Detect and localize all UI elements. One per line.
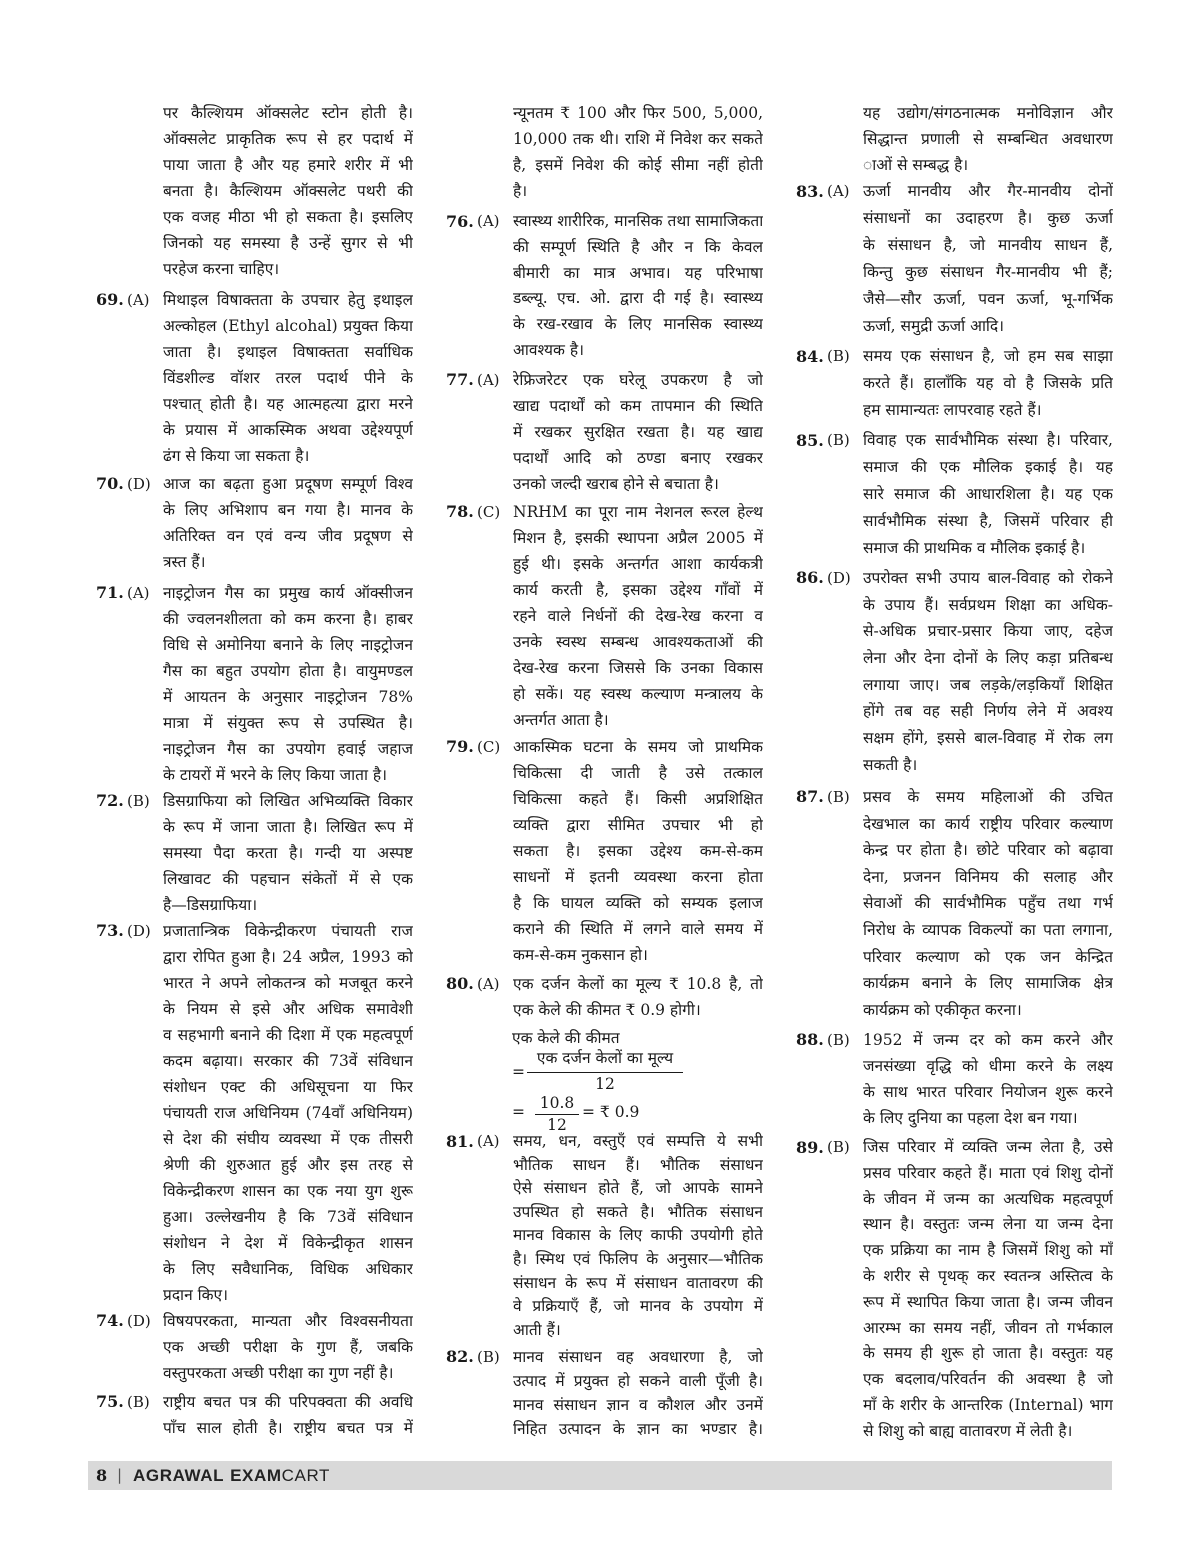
text-line: विधि से अमोनिया बनाने के लिए नाइट्रोजन	[163, 636, 413, 654]
answer-option: (D)	[127, 1312, 151, 1330]
text-line: NRHM का पूरा नाम नेशनल रूरल हेल्थ	[513, 503, 763, 521]
text-line: लिखावट की पहचान संकेतों में से एक	[163, 870, 413, 888]
text-line: मानव विकास के लिए काफी उपयोगी होते	[513, 1226, 763, 1245]
question-number: 83.	[796, 182, 824, 201]
text-line: न्यूनतम ₹ 100 और फिर 500, 5,000,	[513, 104, 763, 122]
text-line: परहेज करना चाहिए।	[163, 260, 280, 278]
text-line: खाद्य पदार्थों को कम तापमान की स्थिति	[513, 397, 763, 415]
text-line: 1952 में जन्म दर को कम करने और	[863, 1031, 1113, 1049]
answer-option: (C)	[477, 738, 501, 756]
calculation-result: = ₹ 0.9	[582, 1103, 640, 1121]
text-line: चिकित्सा कहते हैं। किसी अप्रशिक्षित	[513, 790, 763, 808]
text-line: के साथ भारत परिवार नियोजन शुरू करने	[863, 1083, 1113, 1101]
text-line: श्रेणी की शुरुआत हुई और इस तरह से	[163, 1156, 413, 1174]
answer-option: (C)	[477, 503, 501, 521]
question-number: 71.	[96, 583, 124, 602]
answer-option: (B)	[827, 788, 850, 806]
question-number: 87.	[796, 787, 824, 806]
answer-explanation	[863, 343, 1113, 424]
text-line: कार्यक्रम बनाने के लिए सामाजिक क्षेत्र	[863, 974, 1113, 993]
answer-option: (D)	[127, 922, 151, 940]
answer-option: (D)	[127, 475, 151, 493]
text-line: पाया जाता है और यह हमारे शरीर में भी	[163, 156, 413, 174]
text-line: विंडशील्ड वॉशर तरल पदार्थ पीने के	[163, 369, 413, 387]
text-line: एक केले की कीमत ₹ 0.9 होगी।	[513, 1001, 701, 1019]
text-line: यह उद्योग/संगठनात्मक मनोविज्ञान और	[863, 104, 1113, 122]
text-line: निरोध के व्यापक विकल्पों का पता लगाना,	[863, 920, 1113, 939]
text-line: सारे समाज की आधारशिला है। यह एक	[863, 485, 1113, 503]
text-line: कार्यक्रम को एकीकृत करना।	[863, 1000, 1022, 1019]
answer-explanation	[163, 471, 413, 575]
text-line: संसाधन के रूप में संसाधन वातावरण की	[513, 1273, 763, 1292]
answer-option: (A)	[477, 212, 500, 230]
text-line: एक अच्छी परीक्षा के गुण हैं, जबकि	[163, 1338, 413, 1356]
text-line: से-अधिक प्रचार-प्रसार किया जाए, दहेज	[863, 622, 1113, 641]
text-line: से देश की संघीय व्यवस्था में एक तीसरी	[163, 1130, 413, 1148]
text-line: जैसे—सौर ऊर्जा, पवन ऊर्जा, भू-गर्भिक	[863, 290, 1113, 308]
answer-explanation	[863, 784, 1113, 1023]
text-line: के रख-रखाव के लिए मानसिक स्वास्थ्य	[513, 315, 763, 334]
equals-sign: =	[512, 1063, 525, 1081]
text-line: संशोधन एक्ट की अधिसूचना या फिर	[163, 1078, 413, 1096]
text-line: मात्रा में संयुक्त रूप से उपस्थित है।	[163, 714, 413, 732]
text-line: अल्कोहल (Ethyl alcohal) प्रयुक्त किया	[163, 317, 413, 335]
answer-option: (A)	[477, 371, 500, 389]
answer-explanation	[513, 1345, 763, 1441]
text-line: बनता है। कैल्शियम ऑक्सलेट पथरी की	[163, 182, 413, 200]
question-number: 84.	[796, 347, 824, 366]
text-line: व्यक्ति द्वारा सीमित उपचार भी हो	[513, 816, 763, 834]
text-line: के संसाधन है, जो मानवीय साधन हैं,	[863, 236, 1113, 254]
answer-option: (A)	[127, 584, 150, 602]
text-line: उनके स्वस्थ सम्बन्ध आवश्यकताओं की	[513, 633, 763, 651]
text-line: के शरीर से पृथक् कर स्वतन्त्र अस्तित्व के	[863, 1266, 1113, 1285]
question-number: 86.	[796, 568, 824, 587]
text-line: समाज की प्राथमिक व मौलिक इकाई है।	[863, 539, 1086, 557]
text-line: पंचायती राज अधिनियम (74वाँ अधिनियम)	[163, 1104, 413, 1122]
question-number: 89.	[796, 1138, 824, 1157]
text-line: गैस का बहुत उपयोग होता है। वायुमण्डल	[163, 662, 413, 680]
text-line: संशोधन ने देश में विकेन्द्रीकृत शासन	[163, 1234, 413, 1252]
text-line: प्रजातान्त्रिक विकेन्द्रीकरण पंचायती राज	[163, 922, 413, 940]
answer-option: (A)	[477, 1132, 500, 1150]
question-number: 76.	[446, 212, 474, 231]
text-line: हो सकें। यह स्वस्थ कल्याण मन्त्रालय के	[513, 685, 763, 703]
answer-explanation	[513, 209, 763, 364]
text-line: डिसग्राफिया को लिखित अभिव्यक्ति विकार	[163, 792, 413, 810]
text-line: अतिरिक्त वन एवं वन्य जीव प्रदूषण से	[163, 527, 413, 545]
text-line: है कि घायल व्यक्ति को सम्यक इलाज	[513, 894, 763, 912]
question-number: 80.	[446, 974, 474, 993]
text-line: आकस्मिक घटना के समय जो प्राथमिक	[513, 738, 763, 756]
text-line: के लिए दुनिया का पहला देश बन गया।	[863, 1109, 1078, 1127]
brand-exam: EXAM	[230, 1466, 282, 1485]
text-line: है, इसमें निवेश की कोई सीमा नहीं होती	[513, 156, 763, 174]
text-line: एक बदलाव/परिवर्तन की अवस्था है जो	[863, 1370, 1113, 1389]
brand-logo	[133, 1461, 330, 1490]
answer-explanation	[863, 100, 1113, 178]
column-2	[438, 0, 778, 1458]
text-line: के टायरों में भरने के लिए किया जाता है।	[163, 766, 387, 784]
text-line: एक वजह मीठा भी हो सकता है। इसलिए	[163, 208, 413, 226]
text-line: मानव संसाधन ज्ञान व कौशल और उनमें	[513, 1396, 763, 1414]
text-line: रहने वाले निर्धनों की देख-रेख करना व	[513, 607, 763, 625]
answer-explanation	[513, 971, 763, 1023]
text-line: मिथाइल विषाक्तता के उपचार हेतु इथाइल	[163, 291, 413, 309]
text-line: किन्तु कुछ संसाधन गैर-मानवीय भी हैं;	[863, 263, 1113, 281]
text-line: आज का बढ़ता हुआ प्रदूषण सम्पूर्ण विश्व	[163, 475, 413, 493]
answer-explanation	[863, 1135, 1113, 1445]
text-line: के समय ही शुरू हो जाता है। वस्तुतः यह	[863, 1344, 1113, 1363]
question-number: 75.	[96, 1392, 124, 1411]
text-line: सकती है।	[863, 755, 918, 774]
text-line: विवाह एक सार्वभौमिक संस्था है। परिवार,	[863, 431, 1113, 449]
answer-explanation	[863, 427, 1113, 562]
text-line: स्थान है। वस्तुतः जन्म लेना या जन्म देना	[863, 1215, 1113, 1234]
fraction-denominator: 12	[547, 1116, 567, 1134]
text-line: के जीवन में जन्म का अत्यधिक महत्वपूर्ण	[863, 1189, 1113, 1208]
text-line: सार्वभौमिक संस्था है, जिसमें परिवार ही	[863, 512, 1113, 530]
answer-option: (B)	[827, 1031, 850, 1049]
text-line: भौतिक साधन हैं। भौतिक संसाधन	[513, 1155, 763, 1174]
answer-option: (B)	[827, 1138, 850, 1156]
answer-explanation	[163, 918, 413, 1308]
text-line: की ज्वलनशीलता को कम करना है। हाबर	[163, 610, 413, 628]
text-line: डब्ल्यू. एच. ओ. द्वारा दी गई है। स्वास्थ्य	[513, 289, 763, 308]
text-line: रूप में स्थापित किया जाता है। जन्म जीवन	[863, 1292, 1113, 1311]
text-line: द्वारा रोपित हुआ है। 24 अप्रैल, 1993 को	[163, 948, 413, 966]
text-line: पश्चात् होती है। यह आत्महत्या द्वारा मरने	[163, 395, 413, 413]
fraction-numerator: 10.8	[539, 1094, 575, 1112]
text-line: लगाया जाए। जब लड़के/लड़कियाँ शिक्षित	[863, 675, 1113, 694]
column-1	[88, 0, 428, 1458]
answer-explanation	[513, 734, 763, 968]
text-line: एक प्रक्रिया का नाम है जिसमें शिशु को माँ	[863, 1241, 1113, 1260]
text-line: माँ के शरीर के आन्तरिक (Internal) भाग	[863, 1395, 1113, 1414]
text-line: आवश्यक है।	[513, 340, 584, 359]
fraction-denominator: 12	[595, 1075, 615, 1093]
answer-option: (A)	[127, 291, 150, 309]
text-line: उत्पाद में प्रयुक्त हो सकने वाली पूँजी है।	[513, 1372, 763, 1390]
brand-name: AGRAWAL	[133, 1466, 225, 1485]
text-line: विकेन्द्रीकरण शासन का एक नया युग शुरू	[163, 1182, 413, 1200]
text-line: मानव संसाधन वह अवधारणा है, जो	[513, 1348, 763, 1366]
text-line: व सहभागी बनाने की दिशा में एक महत्वपूर्ण	[163, 1026, 413, 1044]
text-line: उपरोक्त सभी उपाय बाल-विवाह को रोकने	[863, 569, 1113, 587]
question-number: 70.	[96, 474, 124, 493]
answer-option: (B)	[477, 1348, 500, 1366]
answer-explanation	[863, 565, 1113, 779]
answer-explanation	[513, 367, 763, 497]
text-line: पर कैल्शियम ऑक्सलेट स्टोन होती है।	[163, 104, 413, 122]
text-line: रेफ्रिजरेटर एक घरेलू उपकरण है जो	[513, 371, 763, 389]
text-line: है। स्मिथ एवं फिलिप के अनुसार—भौतिक	[513, 1249, 763, 1268]
answer-explanation	[163, 100, 413, 282]
text-line: ढंग से किया जा सकता है।	[163, 447, 310, 465]
text-line: करते हैं। हालाँकि यह वो है जिसके प्रति	[863, 374, 1113, 392]
text-line: समय, धन, वस्तुएँ एवं सम्पत्ति ये सभी	[513, 1132, 763, 1150]
question-number: 81.	[446, 1132, 474, 1151]
answer-explanation	[163, 287, 413, 469]
text-line: से शिशु को बाह्य वातावरण में लेती है।	[863, 1421, 1073, 1440]
text-line: ऑक्सलेट प्राकृतिक रूप से हर पदार्थ में	[163, 130, 413, 148]
text-line: 10,000 तक थी। राशि में निवेश कर सकते	[513, 130, 763, 148]
text-line: बीमारी का मात्र अभाव। यह परिभाषा	[513, 263, 763, 282]
text-line: होंगे तब वह सही निर्णय लेने में अवश्य	[863, 702, 1113, 721]
question-number: 88.	[796, 1030, 824, 1049]
text-line: देखभाल का कार्य राष्ट्रीय परिवार कल्याण	[863, 814, 1113, 833]
question-number: 79.	[446, 737, 474, 756]
answer-explanation	[863, 178, 1113, 340]
text-line: वे प्रक्रियाएँ हैं, जो मानव के उपयोग में	[513, 1297, 763, 1316]
answer-explanation	[513, 1130, 763, 1342]
question-number: 82.	[446, 1347, 474, 1366]
text-line: वस्तुपरकता अच्छी परीक्षा का गुण नहीं है।	[163, 1364, 394, 1382]
text-line: निहित उत्पादन के ज्ञान का भण्डार है।	[513, 1420, 763, 1438]
text-line: भारत ने अपने लोकतन्त्र को मजबूत करने	[163, 974, 413, 992]
text-line: प्रसव परिवार कहते हैं। माता एवं शिशु दोनों	[863, 1163, 1113, 1182]
text-line: अन्तर्गत आता है।	[513, 711, 609, 729]
text-line: ाओं से सम्बद्ध है।	[863, 156, 969, 174]
text-line: राष्ट्रीय बचत पत्र की परिपक्वता की अवधि	[163, 1393, 413, 1411]
text-line: ऐसे संसाधन होते हैं, जो आपके सामने	[513, 1179, 763, 1198]
question-number: 69.	[96, 290, 124, 309]
text-line: देना, प्रजनन विनिमय की सलाह और	[863, 867, 1113, 886]
text-line: हम सामान्यतः लापरवाह रहते हैं।	[863, 401, 1042, 419]
text-line: केन्द्र पर होता है। छोटे परिवार को बढ़ावा	[863, 841, 1113, 860]
text-line: नाइट्रोजन गैस का प्रमुख कार्य ऑक्सीजन	[163, 584, 413, 602]
footer-separator: |	[117, 1466, 123, 1484]
text-line: में आयतन के अनुसार नाइट्रोजन 78%	[163, 688, 413, 706]
text-line: देख-रेख करना जिससे कि उनका विकास	[513, 659, 763, 677]
text-line: मिशन है, इसकी स्थापना अप्रैल 2005 में	[513, 529, 763, 547]
answer-explanation	[163, 1308, 413, 1386]
answer-explanation	[163, 1389, 413, 1441]
text-line: हुआ। उल्लेखनीय है कि 73वें संविधान	[163, 1208, 413, 1226]
text-line: नाइट्रोजन गैस का उपयोग हवाई जहाज	[163, 740, 413, 758]
text-line: चिकित्सा दी जाती है उसे तत्काल	[513, 764, 763, 782]
column-3	[788, 0, 1128, 1458]
text-line: एक दर्जन केलों का मूल्य ₹ 10.8 है, तो	[513, 975, 763, 993]
text-line: के लिए अभिशाप बन गया है। मानव के	[163, 501, 413, 519]
text-line: उपस्थित हो सकते है। भौतिक संसाधन	[513, 1202, 763, 1221]
text-line: के लिए सवैधानिक, विधिक अधिकार	[163, 1260, 413, 1278]
text-line: जनसंख्या वृद्धि को धीमा करने के लक्ष्य	[863, 1057, 1113, 1075]
text-line: सिद्धान्त प्रणाली से सम्बन्धित अवधारण	[863, 130, 1113, 148]
answer-option: (B)	[827, 431, 850, 449]
answer-option: (D)	[827, 569, 851, 587]
question-number: 73.	[96, 921, 124, 940]
answer-option: (B)	[127, 1393, 150, 1411]
text-line: के प्रयास में आकस्मिक अथवा उद्देश्यपूर्ण	[163, 421, 413, 439]
question-number: 85.	[796, 431, 824, 450]
text-line: समय एक संसाधन है, जो हम सब साझा	[863, 347, 1113, 365]
text-line: कराने की स्थिति में लगने वाले समय में	[513, 920, 763, 938]
text-line: जाता है। इथाइल विषाक्तता सर्वाधिक	[163, 343, 413, 361]
answer-explanation	[513, 100, 763, 204]
text-line: संसाधनों का उदाहरण है। कुछ ऊर्जा	[863, 209, 1113, 227]
text-line: कार्य करती है, इसका उद्देश्य गाँवों में	[513, 581, 763, 599]
text-line: के उपाय हैं। सर्वप्रथम शिक्षा का अधिक-	[863, 595, 1113, 614]
text-line: पाँच साल होती है। राष्ट्रीय बचत पत्र में	[163, 1419, 413, 1437]
text-line: है—डिसग्राफिया।	[163, 896, 258, 914]
text-line: है।	[513, 182, 528, 200]
text-line: कम-से-कम नुकसान हो।	[513, 946, 648, 964]
text-line: के रूप में जाना जाता है। लिखित रूप में	[163, 818, 413, 836]
fraction-numerator: एक दर्जन केलों का मूल्य	[536, 1049, 674, 1067]
question-number: 78.	[446, 502, 474, 521]
answer-option: (B)	[127, 792, 150, 810]
calculation-label: एक केले की कीमत	[512, 1029, 620, 1047]
text-line: साधनों में इतनी व्यवस्था करना होता	[513, 868, 763, 886]
text-line: में रखकर सुरक्षित रखता है। यह खाद्य	[513, 423, 763, 441]
answer-explanation	[863, 1027, 1113, 1131]
text-line: ऊर्जा, समुद्री ऊर्जा आदि।	[863, 317, 1005, 335]
answer-explanation	[513, 499, 763, 733]
text-line: लेना और देना दोनों के लिए कड़ा प्रतिबन्ध	[863, 649, 1113, 668]
brand-cart: CART	[281, 1466, 330, 1485]
page-number: 8	[96, 1466, 108, 1485]
text-line: सकता है। इसका उद्देश्य कम-से-कम	[513, 842, 763, 860]
footer-bar	[88, 1461, 1112, 1490]
text-line: ऊर्जा मानवीय और गैर-मानवीय दोनों	[863, 182, 1113, 200]
text-line: प्रसव के समय महिलाओं की उचित	[863, 788, 1113, 806]
text-line: जिनको यह समस्या है उन्हें सुगर से भी	[163, 234, 413, 252]
text-line: स्वास्थ्य शारीरिक, मानसिक तथा सामाजिकता	[513, 212, 763, 230]
text-line: के नियम से इसे और अधिक समावेशी	[163, 1000, 413, 1018]
equals-sign: =	[512, 1103, 525, 1121]
text-line: समस्या पैदा करता है। गन्दी या अस्पष्ट	[163, 844, 413, 862]
text-line: परिवार कल्याण को एक जन केन्द्रित	[863, 947, 1113, 966]
text-line: कदम बढ़ाया। सरकार की 73वें संविधान	[163, 1052, 413, 1070]
answer-option: (A)	[827, 182, 850, 200]
text-line: त्रस्त हैं।	[163, 553, 206, 571]
answer-option: (B)	[827, 347, 850, 365]
text-line: आरम्भ का समय नहीं, जीवन तो गर्भकाल	[863, 1318, 1113, 1337]
question-number: 74.	[96, 1311, 124, 1330]
text-line: जिस परिवार में व्यक्ति जन्म लेता है, उसे	[863, 1138, 1113, 1156]
text-line: आती हैं।	[513, 1320, 561, 1339]
question-number: 72.	[96, 791, 124, 810]
text-line: पदार्थों आदि को ठण्डा बनाए रखकर	[513, 449, 763, 467]
answer-explanation	[163, 580, 413, 788]
answer-option: (A)	[477, 975, 500, 993]
text-line: हुई थी। इसके अन्तर्गत आशा कार्यकत्री	[513, 555, 763, 573]
text-line: सेवाओं की सार्वभौमिक पहुँच तथा गर्भ	[863, 894, 1113, 913]
text-line: समाज की एक मौलिक इकाई है। यह	[863, 458, 1113, 476]
question-number: 77.	[446, 370, 474, 389]
text-line: प्रदान किए।	[163, 1286, 228, 1304]
text-line: विषयपरकता, मान्यता और विश्वसनीयता	[163, 1312, 413, 1330]
fraction-bar	[527, 1072, 683, 1073]
answer-explanation	[163, 788, 413, 918]
text-line: उनको जल्दी खराब होने से बचाता है।	[513, 475, 719, 493]
text-line: सक्षम होंगे, इससे बाल-विवाह में रोक लग	[863, 729, 1113, 748]
text-line: की सम्पूर्ण स्थिति है और न कि केवल	[513, 237, 763, 256]
